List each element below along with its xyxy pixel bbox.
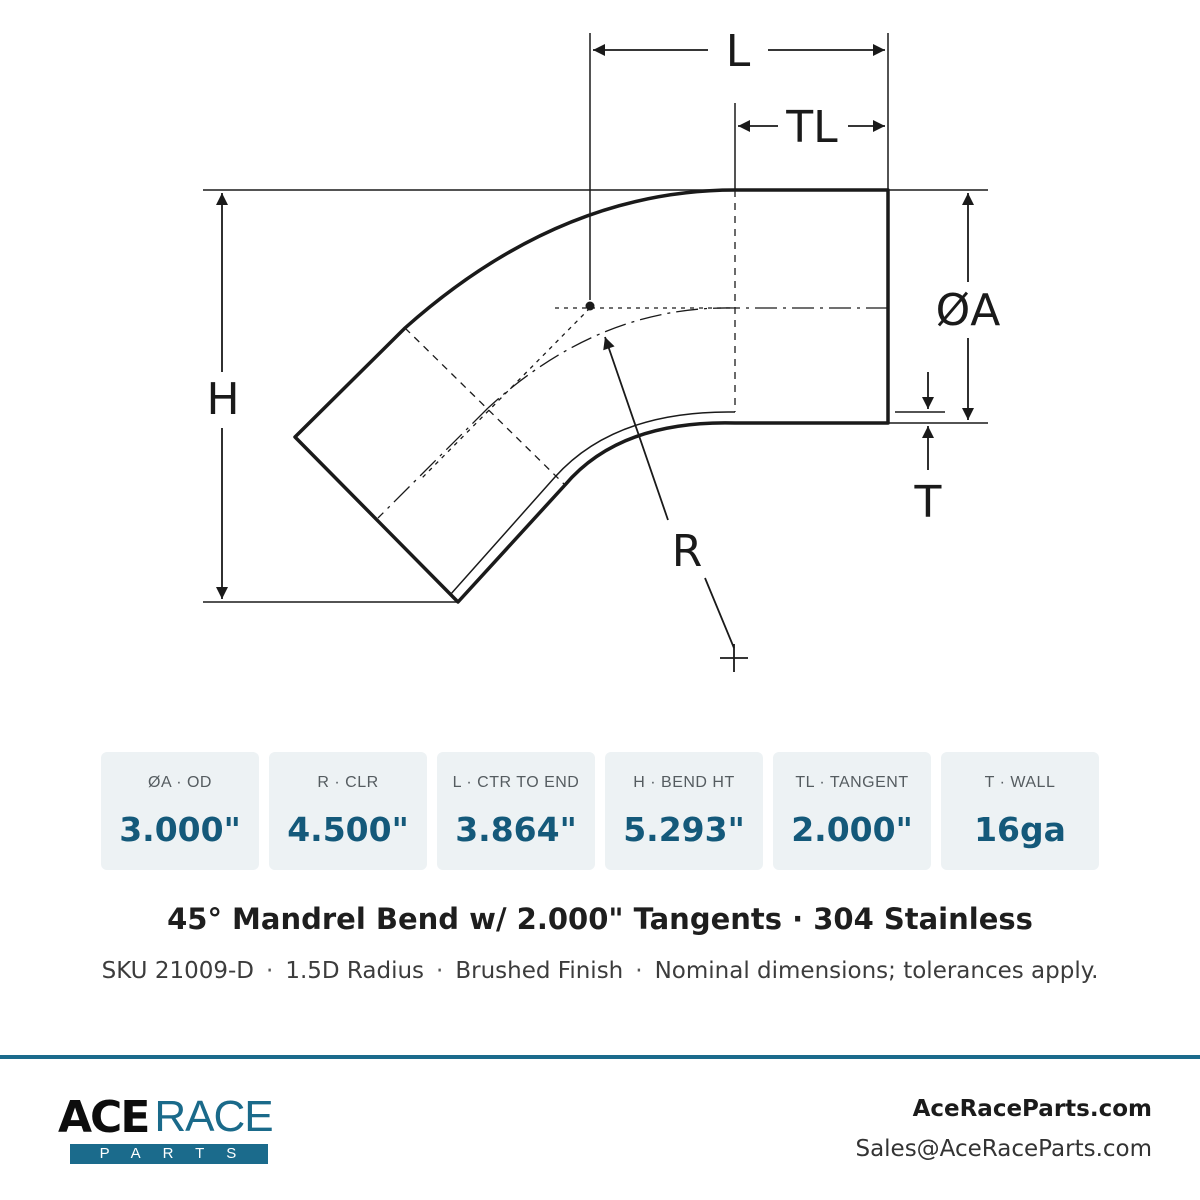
logo-word-ace: ACE [58, 1091, 149, 1143]
separator: · [635, 958, 643, 984]
spec-value: 3.864" [455, 810, 577, 849]
spec-label: ØA · OD [148, 774, 212, 791]
spec-label: H · BEND HT [633, 774, 735, 791]
spec-card-ctr-to-end [437, 752, 595, 870]
spec-value: 3.000" [119, 810, 241, 849]
spec-label: T · WALL [984, 774, 1056, 791]
spec-value: 4.500" [287, 810, 409, 849]
contact-block [855, 1096, 1152, 1162]
spec-card-clr [269, 752, 427, 870]
label-OD: ØA [935, 285, 1001, 336]
construction-lines [420, 308, 735, 480]
centerline [378, 308, 888, 518]
spec-row [101, 752, 1099, 870]
product-title: 45° Mandrel Bend w/ 2.000" Tangents · 304 Stainless [167, 902, 1033, 936]
sku-text: SKU 21009-D [101, 958, 254, 984]
label-T: T [914, 477, 942, 528]
spec-label: TL · TANGENT [795, 774, 909, 791]
spec-card-wall [941, 752, 1099, 870]
product-subtitle [0, 958, 1200, 984]
logo-word-parts: PARTS [70, 1144, 268, 1164]
label-R: R [671, 526, 703, 577]
label-H: H [206, 374, 240, 425]
tube-outline [295, 190, 888, 602]
note-text: Nominal dimensions; tolerances apply. [654, 958, 1099, 984]
radius-text: 1.5D Radius [285, 958, 425, 984]
separator: · [266, 958, 274, 984]
spec-card-bend-height [605, 752, 763, 870]
spec-label: R · CLR [317, 774, 379, 791]
email-link[interactable]: Sales@AceRaceParts.com [855, 1136, 1152, 1162]
footer-divider [0, 1055, 1200, 1059]
finish-text: Brushed Finish [455, 958, 624, 984]
label-TL: TL [786, 102, 838, 153]
website-link[interactable]: AceRaceParts.com [912, 1096, 1152, 1122]
dim-R [605, 337, 748, 672]
spec-card-od [101, 752, 259, 870]
extension-lines [203, 33, 988, 602]
spec-label: L · CTR TO END [452, 774, 580, 791]
separator: · [436, 958, 444, 984]
brand-logo[interactable] [56, 1091, 273, 1170]
spec-card-tangent [773, 752, 931, 870]
spec-value: 16ga [974, 810, 1066, 849]
intersection-point [586, 302, 595, 311]
logo-word-race: RACE [154, 1092, 273, 1141]
label-L: L [725, 26, 751, 77]
spec-value: 5.293" [623, 810, 745, 849]
spec-value: 2.000" [791, 810, 913, 849]
